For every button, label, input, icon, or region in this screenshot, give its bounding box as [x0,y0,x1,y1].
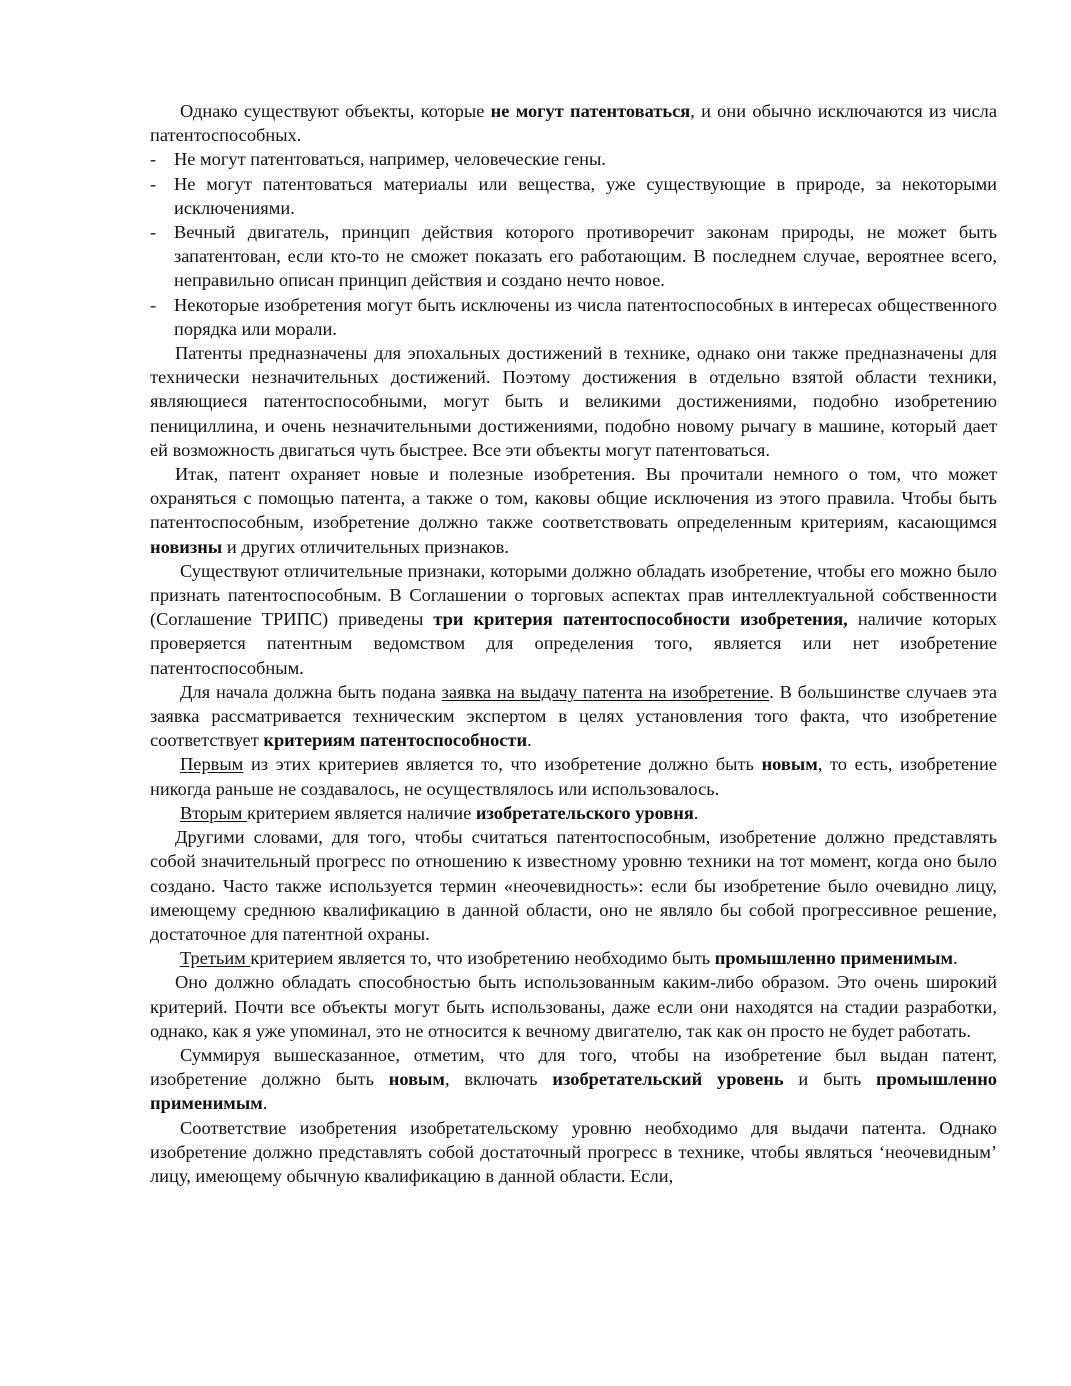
text-run: Другими словами, для того, чтобы считаться патентоспособным, изобретение должно представлять собой значительный прогресс по отношению к известному уровню техники на тот момент, когда оно было создано. Часто также используется термин «неочевидность»: если бы изобретение было очевидно лицу, имеющему среднюю квалификацию в данной области, оно не являло бы собой прогрессивное решение, достаточное для патентной охраны. [150,827,997,944]
bold-text: новизны [150,536,223,557]
bold-text: изобретательского уровня [475,802,694,823]
bold-text: новым [388,1069,445,1090]
text-run: Суммируя вышесказанное, отметим, что для того, чтобы на изобретение был выдан патент, изобретение должно быть [150,1044,997,1090]
text-run: , и они обычно исключаются из числа патентоспособных. [150,101,997,146]
paragraph [150,801,997,825]
text-run: Некоторые изобретения могут быть исключены из числа патентоспособных в интересах общественного порядка или морали. [174,294,997,339]
paragraph [150,1043,997,1116]
document-page [150,99,997,1188]
bullet-item [150,172,997,220]
text-run: Оно должно обладать способностью быть использованным каким-либо образом. Это очень широкий критерий. Почти все объекты могут быть использованы, даже если они находятся на стадии разработки, однако, как я уже упоминал, это не относится к вечному двигателю, так как он просто не будет работать. [150,972,997,1041]
underlined-text: Вторым [180,802,248,823]
text-run: Не могут патентоваться материалы или вещества, уже существующие в природе, за некоторыми исключениями. [174,173,997,218]
paragraph [150,462,997,559]
bold-text: промышленно применимым [714,948,953,969]
paragraph [150,825,997,946]
text-run: , то есть, изобретение никогда раньше не создавалось, не осуществлялось или использовалось. [150,754,997,799]
bullet-marker: - [150,149,157,170]
bullet-marker: - [150,173,157,194]
bullet-text [174,174,997,218]
underlined-text: Третьим [180,948,251,969]
bullet-marker: - [150,294,157,315]
text-run: критерием является то, что изобретению необходимо быть [250,948,715,969]
bullet-text [174,295,997,339]
text-run: . [262,1093,268,1114]
text-run: . В большинстве случаев эта заявка рассматривается техническим экспертом в целях установления того факта, что изобретение соответствует [150,681,997,751]
text-run: Для начала должна быть подана [180,681,442,702]
text-run: и других отличительных признаков. [222,536,509,557]
bold-text: изобретательский уровень [552,1069,784,1090]
paragraph [150,559,997,680]
bold-text: не могут патентоваться [490,101,691,121]
text-run: Итак, патент охраняет новые и полезные изобретения. Вы прочитали немного о том, что может охраняться с помощью патента, а также о том, каковы общие исключения из этого правила. Чтобы быть патентоспособным, изобретение должно также соответствовать определенным критериям, касающимся [150,464,997,533]
text-run: Соответствие изобретения изобретательскому уровню необходимо для выдачи патента. Однако изобретение должно представлять собой достаточный прогресс в технике, чтобы являться ‘неочевидным’ лицу, имеющему обычную квалификацию в данной области. Если, [150,1117,997,1186]
bullet-text [174,149,606,169]
paragraph [150,752,997,800]
bold-text: критериям патентоспособности [263,730,528,751]
text-run: . [953,948,958,969]
bullet-text [174,222,997,290]
text-run: Существуют отличительные признаки, которыми должно обладать изобретение, чтобы его можно было признать патентоспособным. В Соглашении о торговых аспектах прав интеллектуальной собственности (Соглашение ТРИПС) приведены [150,560,997,630]
paragraph [150,680,997,753]
paragraph [150,1116,997,1189]
paragraph [150,970,997,1043]
text-run: Вечный двигатель, принцип действия которого противоречит законам природы, не может быть запатентован, если кто-то не сможет показать его работающим. В последнем случае, вероятнее всего, неправильно описан принцип действия и создано нечто новое. [174,222,997,291]
paragraph [150,99,997,147]
bullet-item [150,147,997,171]
bold-text: новым [761,754,818,775]
bullet-item [150,293,997,341]
underlined-text: заявка на выдачу патента на изобретение [441,681,770,702]
text-run: и быть [783,1069,877,1090]
bold-text: промышленно применимым [150,1069,997,1114]
text-run: Однако существуют объекты, которые [180,101,491,121]
text-run: . [693,802,699,823]
bold-text: три критерия патентоспособности изобретения, [433,609,848,630]
text-run: из этих критериев является то, что изобретение должно быть [243,754,762,775]
text-run: критерием является наличие [247,802,476,823]
text-run: Патенты предназначены для эпохальных достижений в технике, однако они также предназначены для технически незначительных достижений. Поэтому достижения в отдельно взятой области техники, являющиеся патентоспособными, могут быть и великими достижениями, подобно изобретению пенициллина, и очень незначительными достижениями, подобно новому рычагу в машине, который дает ей возможность двигаться чуть быстрее. Все эти объекты могут патентоваться. [150,343,997,460]
text-run: . [527,730,532,751]
text-run: Не могут патентоваться, например, человеческие гены. [174,149,606,170]
bullet-marker: - [150,222,157,243]
paragraph [150,946,997,970]
text-run: наличие которых проверяется патентным ведомством для определения того, является или нет изобретение патентоспособным. [150,609,997,678]
text-run: , включать [444,1069,553,1090]
underlined-text: Первым [180,754,244,775]
bullet-item [150,220,997,293]
paragraph [150,341,997,462]
